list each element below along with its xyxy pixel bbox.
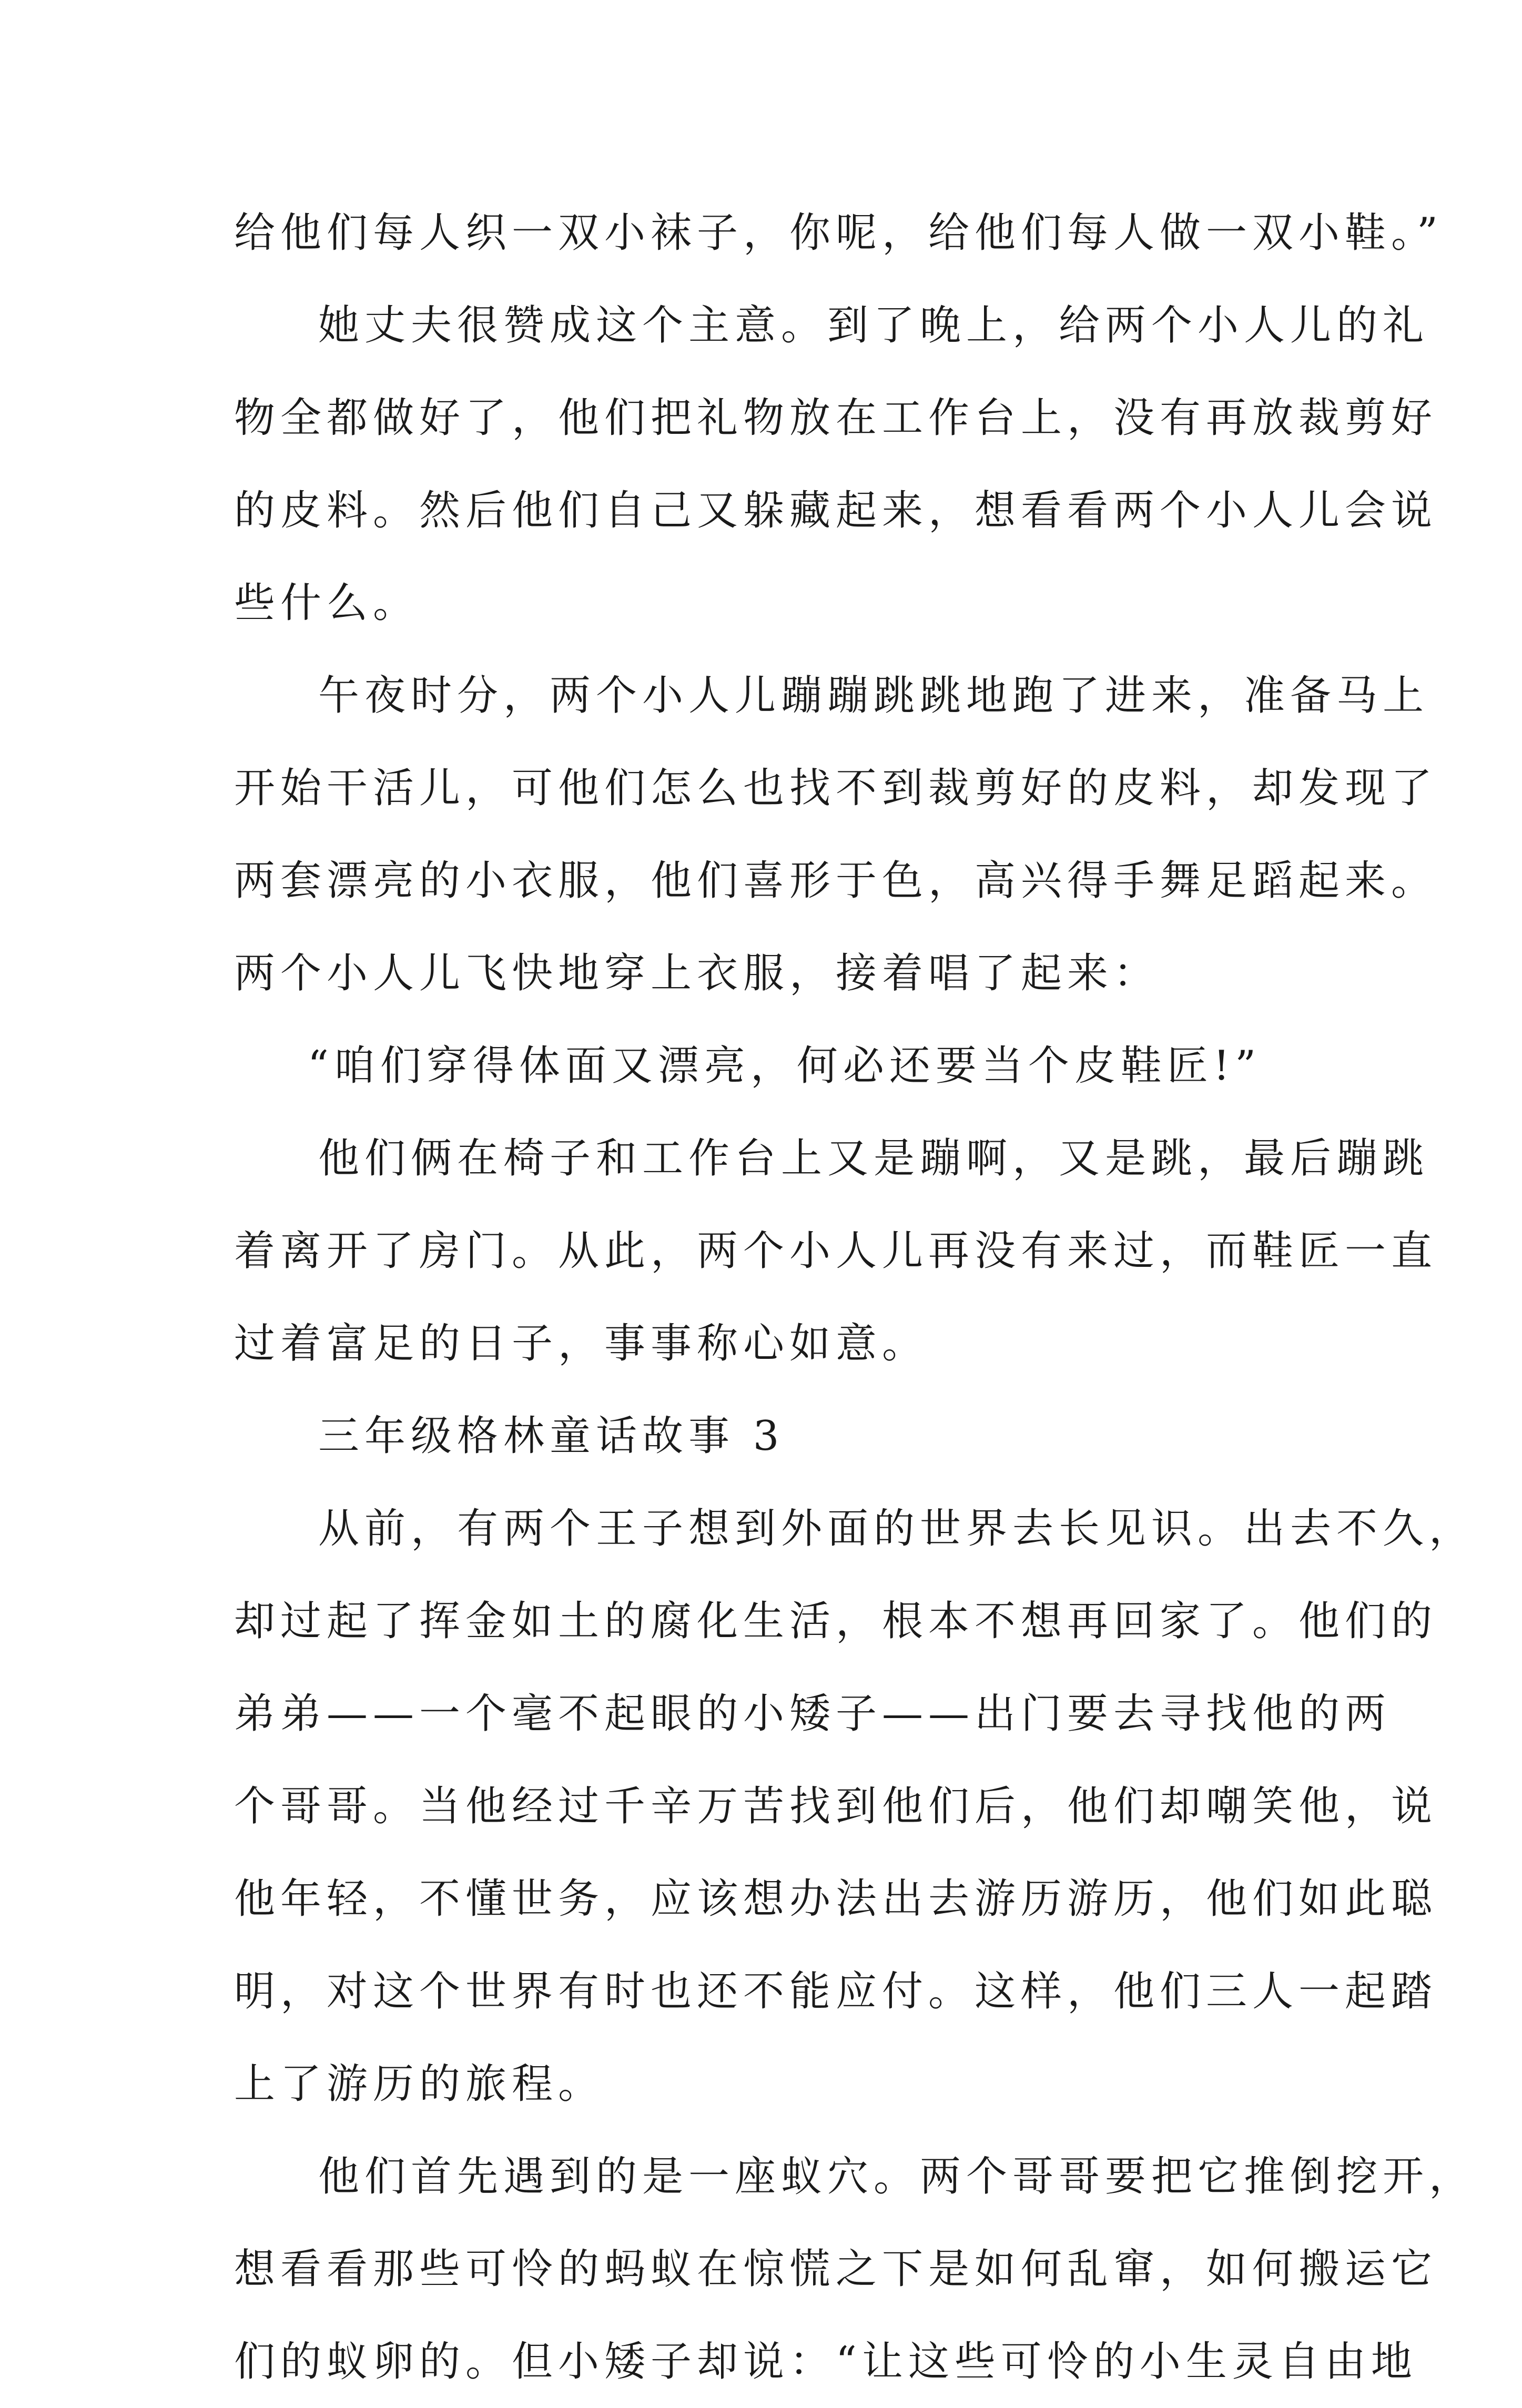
- paragraph-start-line: 他们俩在椅子和工作台上又是蹦啊，又是跳，最后蹦跳: [318, 1135, 1429, 1182]
- body-text: [234, 187, 1476, 2408]
- section-heading: 三年级格林童话故事 3: [318, 1413, 785, 1460]
- text-line: 物全都做好了，他们把礼物放在工作台上，没有再放裁剪好: [234, 394, 1438, 442]
- text-line: 想看看那些可怜的蚂蚁在惊慌之下是如何乱窜，如何搬运它: [234, 2246, 1438, 2293]
- paragraph-start-line: 从前，有两个王子想到外面的世界去长见识。出去不久，: [318, 1505, 1476, 1552]
- text-line: 明，对这个世界有时也还不能应付。这样，他们三人一起踏: [234, 1968, 1438, 2015]
- text-line: 着离开了房门。从此，两个小人儿再没有来过，而鞋匠一直: [234, 1227, 1438, 1275]
- text-line: 却过起了挥金如土的腐化生活，根本不想再回家了。他们的: [234, 1598, 1438, 1645]
- text-line: 开始干活儿，可他们怎么也找不到裁剪好的皮料，却发现了: [234, 765, 1438, 812]
- text-line: 们的蚁卵的。但小矮子却说：“让这些可怜的小生灵自由地: [234, 2338, 1417, 2385]
- text-line: 弟弟——一个毫不起眼的小矮子——出门要去寻找他的两: [234, 1690, 1392, 1738]
- text-line: 给他们每人织一双小袜子，你呢，给他们每人做一双小鞋。”: [234, 209, 1443, 257]
- text-line: 他年轻，不懂世务，应该想办法出去游历游历，他们如此聪: [234, 1875, 1438, 1923]
- text-line: 个哥哥。当他经过千辛万苦找到他们后，他们却嘲笑他，说: [234, 1783, 1438, 1830]
- text-line: 两套漂亮的小衣服，他们喜形于色，高兴得手舞足蹈起来。: [234, 857, 1438, 905]
- paragraph-start-line: 她丈夫很赞成这个主意。到了晚上，给两个小人儿的礼: [318, 302, 1429, 349]
- paragraph-start-line: 他们首先遇到的是一座蚁穴。两个哥哥要把它推倒挖开，: [318, 2153, 1476, 2200]
- paragraph-start-line: 午夜时分，两个小人儿蹦蹦跳跳地跑了进来，准备马上: [318, 672, 1429, 719]
- text-line: 些什么。: [234, 580, 420, 627]
- text-line: 两个小人儿飞快地穿上衣服，接着唱了起来：: [234, 950, 1160, 997]
- text-line: 的皮料。然后他们自己又躲藏起来，想看看两个小人儿会说: [234, 487, 1438, 534]
- quoted-song-line: “咱们穿得体面又漂亮，何必还要当个皮鞋匠!”: [308, 1042, 1262, 1090]
- text-line: 过着富足的日子，事事称心如意。: [234, 1320, 929, 1367]
- text-line: 上了游历的旅程。: [234, 2060, 605, 2108]
